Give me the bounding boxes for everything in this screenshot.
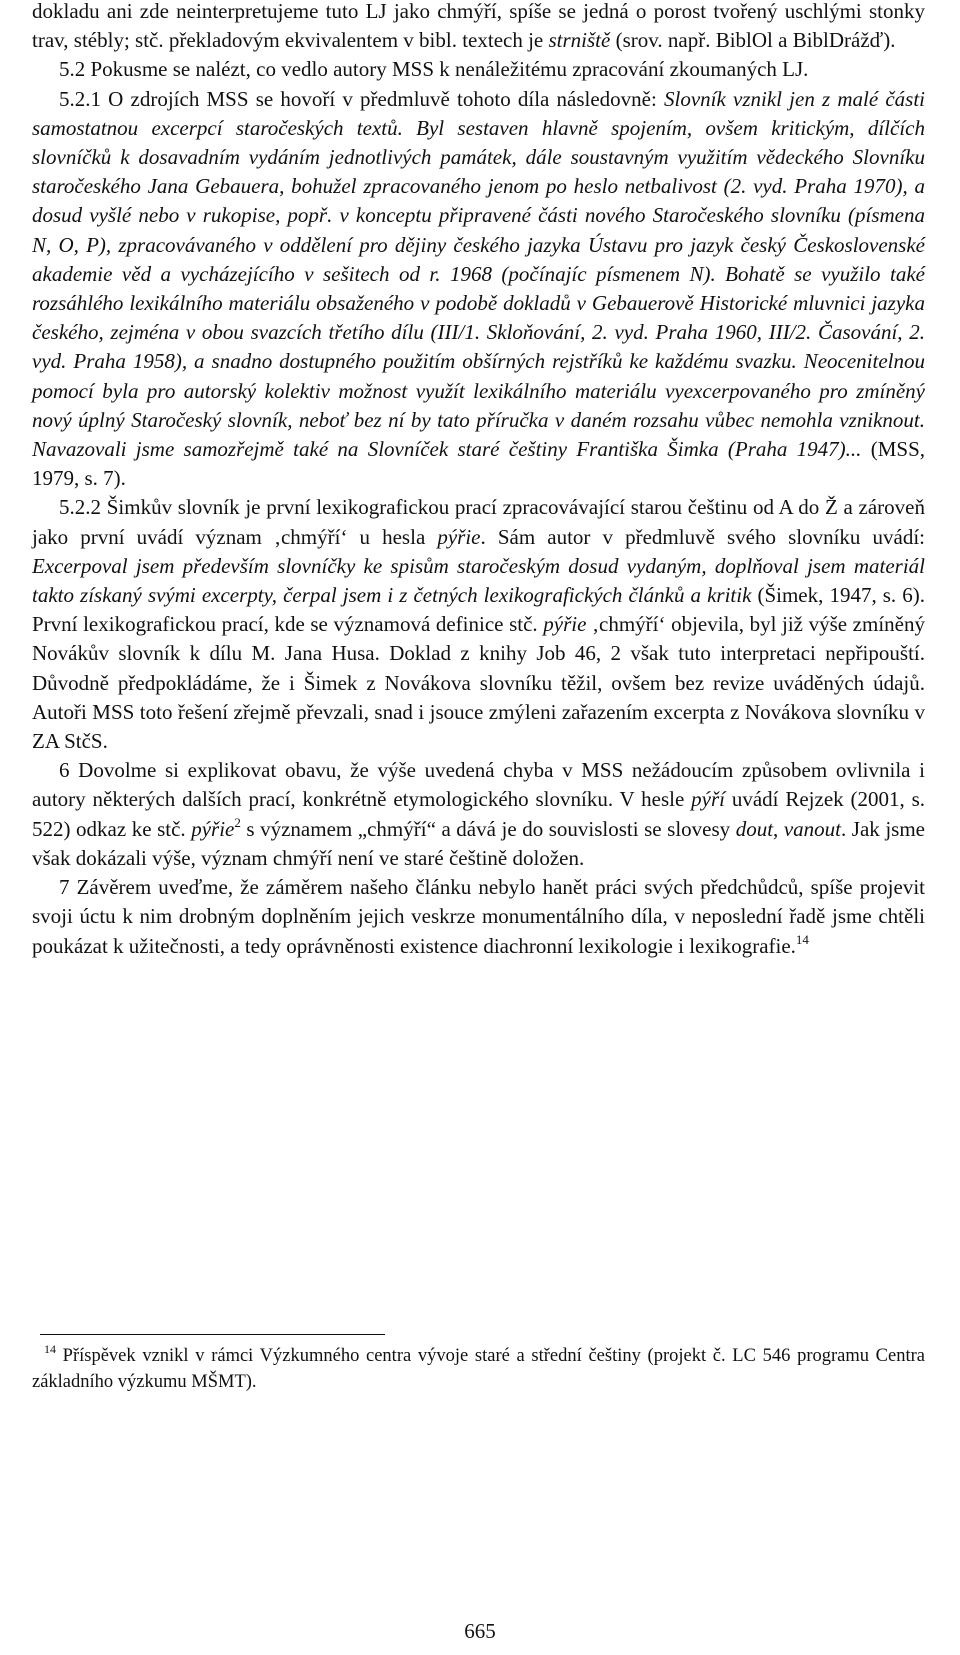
text-run: (Šimek, 1947, s. 6). První lexikografickou prací, kde se významová definice stč. — [32, 583, 925, 637]
italic-text: pýřie — [543, 612, 587, 637]
paragraph-5-2-2 — [32, 493, 925, 756]
italic-text: Excerpoval jsem především slovníčky ke spisům staročeským dosud vydaným, doplňoval jsem materiál takto získaný svými excerpty, čerpal jsem i z četných lexikografických článků a kritik — [32, 553, 925, 608]
text-run: . Jak jsme však dokázali výše, význam chmýří není ve staré češtině doložen. — [32, 816, 925, 870]
paragraph-continuation — [32, 0, 925, 55]
text-run: (MSS, 1979, s. 7). — [32, 437, 925, 491]
text-run: s významem „chmýří“ a dává je do souvislosti se slovesy — [240, 816, 736, 841]
footnote-divider — [40, 1334, 385, 1335]
footnote-reference: 14 — [795, 931, 809, 947]
footnote-14 — [32, 1343, 925, 1395]
paragraph-5-2-1 — [32, 85, 925, 494]
text-run: 5.2.1 O zdrojích MSS se hovoří v předmluvě tohoto díla následovně: — [59, 86, 665, 111]
footnote-text: Příspěvek vznikl v rámci Výzkumného centra vývoje staré a střední češtiny (projekt č. LC 546 programu Centra základního výzkumu MŠMT). — [32, 1346, 925, 1392]
text-run: 5.2.2 Šimkův slovník je první lexikografickou prací zpracovávající starou češtinu od A do Ž a zároveň jako první uvádí význam ‚chmýří‘ u hesla — [32, 495, 925, 549]
text-run: (srov. např. BiblOl a BiblDrážď). — [610, 28, 896, 53]
text-run: uvádí Rejzek (2001, s. 522) odkaz ke stč. — [32, 787, 926, 841]
italic-text: pýřie — [191, 816, 235, 841]
italic-text: pýřie — [437, 524, 481, 549]
text-run: , — [773, 816, 784, 841]
footnote-number: 14 — [44, 1342, 56, 1356]
paragraph-5-2 — [32, 55, 925, 84]
text-run: dokladu ani zde neinterpretujeme tuto LJ jako chmýří, spíše se jedná o porost tvořený uschlými stonky trav, stébly; stč. překladovým ekvivalentem v bibl. textech je — [32, 0, 925, 53]
text-run: 6 Dovolme si explikovat obavu, že výše uvedená chyba v MSS nežádoucím způsobem ovlivnila i autory některých dalších prací, konkrétně etymologického slovníku. V hesle — [32, 758, 925, 812]
text-run: . Sám autor v předmluvě svého slovníku uvádí: — [480, 524, 925, 549]
paragraph-7 — [32, 873, 925, 961]
paragraph-6 — [32, 756, 925, 873]
text-run: ‚chmýří‘ objevila, byl již výše zmíněný Novákův slovník k dílu M. Jana Husa. Doklad z knihy Job 46, 2 však tuto interpretaci nepřipouští. Důvodně předpokládáme, že i Šimek z Novákova slovníku těžil, ovšem bez revize uváděných údajů. Autoři MSS toto řešení zřejmě převzali, snad i jsouce zmýleni zařazením excerpta z Novákova slovníku v ZA StčS. — [32, 612, 925, 754]
page-number: 665 — [464, 1619, 496, 1643]
italic-text: vanout — [783, 816, 841, 841]
italic-text: pýří — [691, 787, 725, 812]
italic-text: strniště — [548, 28, 611, 53]
italic-text: Slovník vznikl jen z malé části samostatnou excerpcí staročeských textů. Byl sestaven hlavně spojením, ovšem kritickým, dílčích slovníčků k dosavadním vydáním jednotlivých památek, dále soustavným využitím vědeckého Slovníku staročeského Jana Gebauera, bohužel zpracovaného jenom po heslo netbalivost (2. vyd. Praha 1970), a dosud vyšlé nebo v rukopise, popř. v konceptu připravené části nového Staročeského slovníku (písmena N, O, P), zpracovávaného v oddělení pro dějiny českého jazyka Ústavu pro jazyk český Československé akademie věd a vycházejícího v sešitech od r. 1968 (počínajíc písmenem N). Bohatě se využilo také rozsáhlého lexikálního materiálu obsaženého v podobě dokladů v Gebauerově Historické mluvnici jazyka českého, zejména v obou svazcích třetího dílu (III/1. Skloňování, 2. vyd. Praha 1960, III/2. Časování, 2. vyd. Praha 1958), a snadno dostupného použitím obšírných rejstříků ke každému svazku. Neocenitelnou pomocí byla pro autorský kolektiv možnost využít lexikálního materiálu vyexcerpovaného pro zmíněný nový úplný Staročeský slovník, neboť bez ní by tato příručka v daném rozsahu vůbec nemohla vzniknout. Navazovali jsme samozřejmě také na Slovníček staré češtiny Františka Šimka (Praha 1947)... — [32, 86, 925, 462]
footnote-reference: 2 — [234, 814, 241, 830]
italic-text: dout — [735, 816, 774, 841]
page-body — [32, 0, 925, 961]
text-run: 5.2 Pokusme se nalézt, co vedlo autory MSS k nenáležitému zpracování zkoumaných LJ. — [59, 57, 809, 82]
text-run: 7 Závěrem uveďme, že záměrem našeho článku nebylo hanět práci svých předchůdců, spíše projevit svoji úctu k nim drobným doplněním jejich veskrze monumentálního díla, v neposlední řadě jsme chtěli poukázat k užitečnosti, a tedy oprávněnosti existence diachronní lexikologie i lexikografie. — [32, 875, 925, 958]
